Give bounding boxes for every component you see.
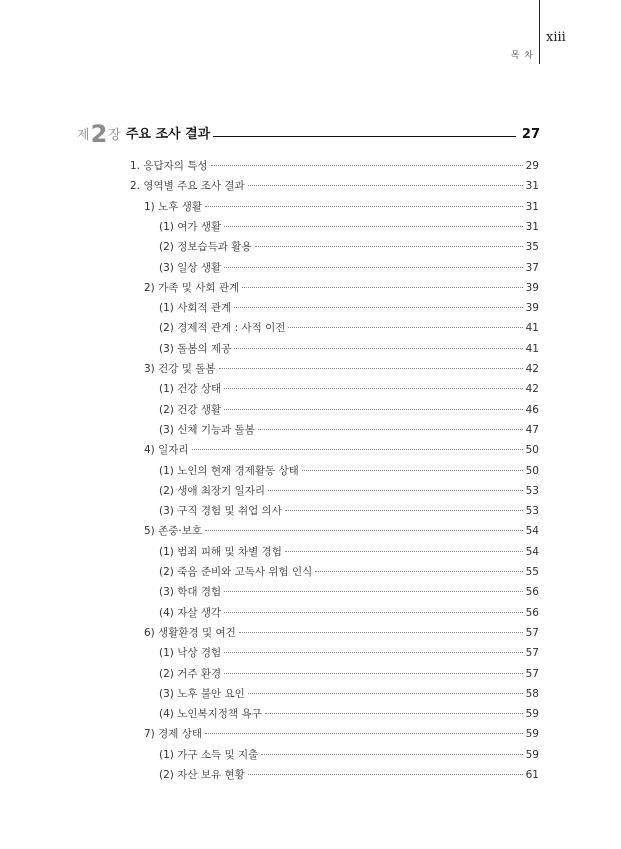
- toc-entry-page: 61: [525, 769, 539, 781]
- toc-entry-label: (3) 학대 경험: [159, 586, 222, 599]
- chapter-rule: [213, 136, 516, 138]
- toc-entry[interactable]: [159, 320, 539, 335]
- dot-leader: [285, 510, 523, 511]
- toc-entry-page: 59: [525, 708, 539, 721]
- toc-entry-page: 50: [525, 464, 539, 477]
- toc-entry-page: 57: [525, 626, 539, 639]
- toc-entry-label: 7) 경제 상태: [144, 728, 203, 741]
- toc-entry-page: 56: [525, 606, 539, 619]
- toc-entry-label: 1. 응답자의 특성: [130, 160, 208, 172]
- header-divider-line: [539, 0, 540, 64]
- dot-leader: [211, 165, 523, 166]
- dot-leader: [239, 632, 523, 633]
- toc-entry[interactable]: [159, 645, 539, 660]
- toc-entry-page: 31: [525, 180, 539, 193]
- toc-entry-page: 42: [525, 363, 539, 375]
- dot-leader: [268, 490, 523, 491]
- toc-entry[interactable]: [159, 503, 539, 518]
- dot-leader: [234, 348, 522, 349]
- chapter-prefix: 제: [77, 128, 90, 143]
- toc-entry-label: 4) 일자리: [144, 444, 189, 457]
- toc-entry[interactable]: [159, 381, 539, 396]
- toc-entry-label: (1) 건강 상태: [159, 383, 222, 396]
- toc-entry-label: (2) 자산 보유 현황: [159, 769, 245, 781]
- dot-leader: [248, 774, 523, 775]
- toc-entry[interactable]: [159, 706, 539, 721]
- chapter-suffix: 장: [108, 128, 121, 143]
- toc-entry[interactable]: [159, 666, 539, 681]
- dot-leader: [224, 388, 523, 389]
- dot-leader: [285, 551, 523, 552]
- toc-entry-page: 46: [525, 403, 539, 416]
- toc-entry-page: 41: [525, 342, 539, 355]
- toc-entry-label: 5) 존중·보호: [144, 525, 203, 538]
- toc-entry-page: 41: [525, 322, 539, 335]
- toc-entry-page: 39: [525, 281, 539, 294]
- running-title: 목 차: [510, 51, 534, 61]
- toc-entry[interactable]: [130, 158, 539, 173]
- toc-entry-page: 31: [525, 220, 539, 233]
- chapter-page: 27: [521, 127, 540, 142]
- toc-entry-label: (2) 정보습득과 활용: [159, 241, 252, 254]
- toc-entry-page: 50: [525, 444, 539, 457]
- toc-entry[interactable]: [159, 605, 539, 620]
- toc-entry-page: 39: [525, 302, 539, 315]
- toc-entry[interactable]: [144, 361, 539, 376]
- toc-entry-page: 59: [525, 728, 539, 741]
- toc-entry-page: 56: [525, 586, 539, 599]
- toc-entry-label: (3) 노후 불안 요인: [159, 687, 245, 700]
- toc-entry[interactable]: [144, 523, 539, 538]
- toc-entry-label: 2) 가족 및 사회 관계: [144, 281, 240, 294]
- dot-leader: [205, 206, 523, 207]
- toc-entry-label: 3) 건강 및 돌봄: [144, 363, 216, 375]
- toc-entry-page: 42: [525, 383, 539, 396]
- toc-entry-page: 35: [525, 241, 539, 254]
- toc-entry[interactable]: [159, 584, 539, 599]
- toc-entry-label: 2. 영역별 주요 조사 결과: [130, 180, 245, 193]
- dot-leader: [258, 429, 523, 430]
- dot-leader: [288, 327, 522, 328]
- toc-entry[interactable]: [159, 463, 539, 478]
- toc-entry[interactable]: [144, 199, 539, 214]
- toc-entry-label: (1) 여가 생활: [159, 220, 222, 233]
- toc-entry-label: (2) 생애 최장기 일자리: [159, 484, 266, 497]
- toc-entry-label: (3) 구직 경험 및 취업 의사: [159, 505, 282, 518]
- dot-leader: [224, 652, 523, 653]
- toc-entry-label: (2) 경제적 관계 : 사적 이전: [159, 322, 286, 335]
- toc-entry[interactable]: [159, 341, 539, 356]
- toc-entry-label: (4) 자살 생각: [159, 606, 222, 619]
- toc-entry[interactable]: [159, 402, 539, 417]
- toc-entry[interactable]: [144, 280, 539, 295]
- toc-entry-page: 37: [525, 261, 539, 274]
- dot-leader: [242, 287, 522, 288]
- toc-entry[interactable]: [159, 300, 539, 315]
- toc-entry[interactable]: [144, 726, 539, 741]
- toc-entry-page: 59: [525, 748, 539, 761]
- dot-leader: [224, 409, 523, 410]
- toc-entry-label: (1) 범죄 피해 및 차별 경험: [159, 545, 282, 558]
- toc-entry-page: 47: [525, 423, 539, 436]
- toc-entry-page: 54: [525, 525, 539, 538]
- dot-leader: [315, 571, 522, 572]
- toc-entry[interactable]: [159, 483, 539, 498]
- dot-leader: [265, 713, 523, 714]
- dot-leader: [224, 612, 523, 613]
- toc-entry-page: 29: [525, 160, 539, 172]
- dot-leader: [192, 449, 523, 450]
- toc-entry-page: 54: [525, 545, 539, 558]
- toc-entry-label: 6) 생활환경 및 여건: [144, 626, 236, 639]
- toc-entry-label: (2) 거주 환경: [159, 667, 222, 680]
- toc-entry-label: (3) 돌봄의 제공: [159, 342, 232, 355]
- dot-leader: [261, 754, 522, 755]
- toc-entry[interactable]: [144, 442, 539, 457]
- chapter-title: 주요 조사 결과: [125, 127, 211, 142]
- toc-entry-page: 31: [525, 200, 539, 213]
- toc-entry-label: (3) 신체 기능과 돌봄: [159, 423, 255, 436]
- chapter-heading[interactable]: [77, 116, 540, 146]
- dot-leader: [205, 733, 523, 734]
- toc-entry[interactable]: [159, 260, 539, 275]
- toc-entry[interactable]: [159, 564, 539, 579]
- toc-entry[interactable]: [144, 625, 539, 640]
- dot-leader: [248, 185, 523, 186]
- dot-leader: [224, 591, 523, 592]
- toc-entry[interactable]: [159, 219, 539, 234]
- toc-entry-label: (3) 일상 생활: [159, 261, 222, 274]
- dot-leader: [302, 470, 523, 471]
- toc-entry-page: 57: [525, 647, 539, 660]
- toc-entry[interactable]: [159, 686, 539, 701]
- dot-leader: [255, 246, 523, 247]
- dot-leader: [224, 267, 523, 268]
- page-number: xiii: [546, 30, 566, 45]
- toc-entry[interactable]: [159, 239, 539, 254]
- toc-entry-label: (1) 노인의 현재 경제활동 상태: [159, 464, 299, 477]
- toc-entry-label: (2) 건강 생활: [159, 403, 222, 416]
- toc-entry-label: (4) 노인복지정책 욕구: [159, 708, 262, 721]
- dot-leader: [248, 693, 523, 694]
- toc-entry[interactable]: [159, 747, 539, 762]
- dot-leader: [219, 368, 523, 369]
- toc-entry-label: 1) 노후 생활: [144, 200, 203, 213]
- dot-leader: [224, 226, 523, 227]
- toc-entry-label: (1) 낙상 경험: [159, 647, 222, 660]
- dot-leader: [224, 673, 523, 674]
- toc-entry-label: (1) 사회적 관계: [159, 302, 232, 315]
- toc-entry-page: 53: [525, 484, 539, 497]
- toc-entry[interactable]: [159, 422, 539, 437]
- toc-entry-page: 55: [525, 566, 539, 578]
- toc-entry-page: 53: [525, 505, 539, 518]
- chapter-number: 2: [90, 120, 108, 148]
- toc-entry[interactable]: [130, 178, 539, 193]
- toc-entry-page: 57: [525, 667, 539, 680]
- dot-leader: [234, 307, 522, 308]
- dot-leader: [205, 530, 523, 531]
- toc-entry[interactable]: [159, 767, 539, 782]
- toc-entry-label: (2) 죽음 준비와 고독사 위험 인식: [159, 566, 313, 578]
- toc-entry-page: 58: [525, 687, 539, 700]
- toc-entry-label: (1) 가구 소득 및 지출: [159, 748, 259, 761]
- toc-entry[interactable]: [159, 544, 539, 559]
